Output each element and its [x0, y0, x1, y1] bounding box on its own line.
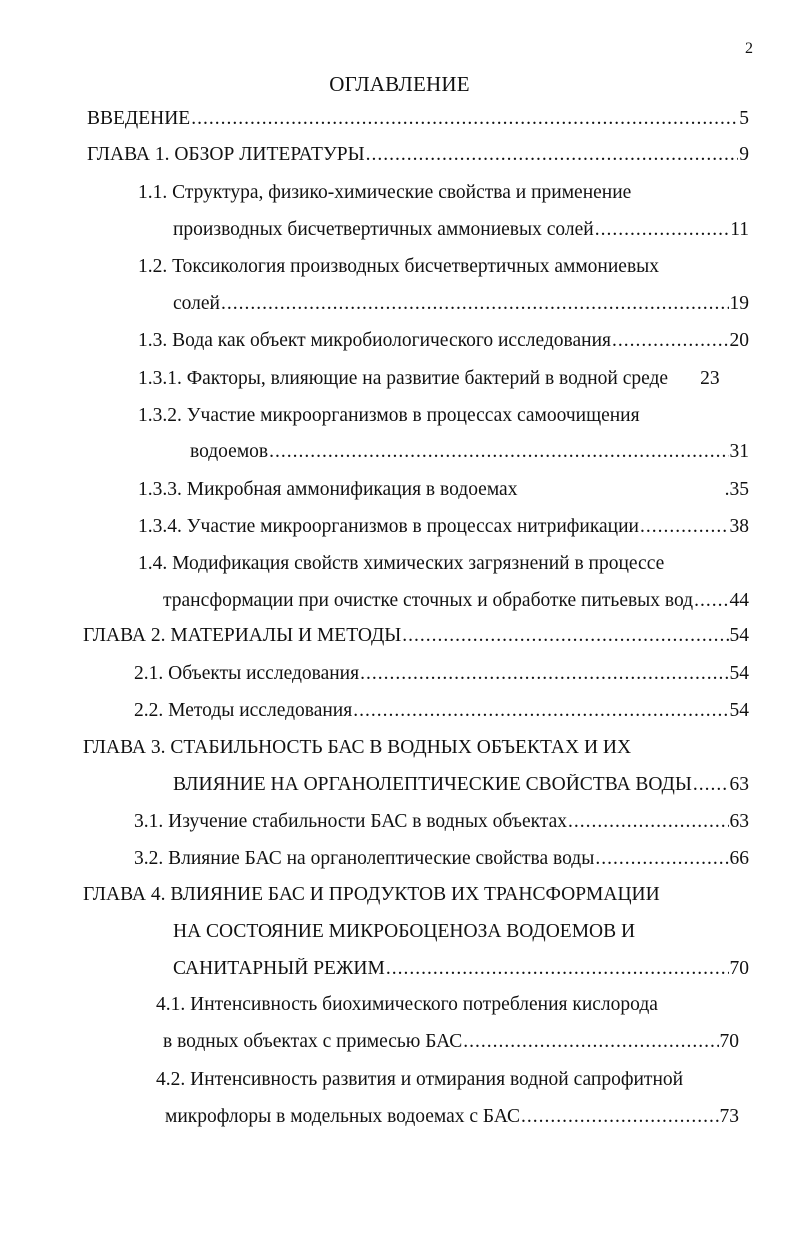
toc-leader: [568, 811, 729, 833]
toc-entry-1-2-line1: 1.2. Токсикология производных бисчетвертичных аммониевых: [138, 256, 659, 277]
toc-entry-text: микрофлоры в модельных водоемах с БАС: [165, 1106, 520, 1127]
toc-entry-1-3-3: [138, 479, 749, 509]
toc-page-number: 73: [719, 1106, 739, 1127]
toc-entry-4-2-line2: [165, 1106, 739, 1136]
toc-leader: [360, 663, 728, 685]
toc-leader: [521, 1106, 719, 1128]
toc-entry-chapter-2: [83, 625, 749, 655]
toc-entry-text: 2.1. Объекты исследования: [134, 663, 360, 684]
toc-entry-1-3-2-line1: 1.3.2. Участие микроорганизмов в процессах самоочищения: [138, 405, 640, 426]
toc-page-number: 63: [729, 811, 749, 832]
toc-entry-text: 1.3.4. Участие микроорганизмов в процессах нитрификации: [138, 516, 639, 537]
toc-entry-1-3: [138, 330, 749, 360]
toc-entry-1-4-line1: 1.4. Модификация свойств химических загрязнений в процессе: [138, 553, 665, 574]
toc-page-number: 54: [729, 625, 749, 646]
toc-leader: [612, 330, 729, 352]
toc-entry-1-3-2-line2: [190, 441, 749, 471]
toc-page-number: 9: [739, 144, 749, 165]
toc-entry-2-1: [134, 663, 749, 693]
toc-entry-2-2: [134, 700, 749, 730]
toc-entry-chapter-3-line2: [173, 774, 749, 804]
toc-page-number: 63: [729, 774, 749, 795]
toc-leader: [353, 700, 728, 722]
toc-entry-text: 1.3.3. Микробная аммонификация в водоемах: [138, 479, 518, 500]
toc-page-number: 23: [700, 368, 720, 389]
toc-leader: [221, 293, 729, 315]
toc-leader: [463, 1031, 718, 1053]
toc-leader: [640, 516, 729, 538]
toc-leader: [402, 625, 728, 647]
toc-entry-text: ГЛАВА 1. ОБЗОР ЛИТЕРАТУРЫ: [87, 144, 365, 165]
toc-entry-text: 3.1. Изучение стабильности БАС в водных объектах: [134, 811, 567, 832]
toc-entry-1-1-line2: [173, 219, 749, 249]
toc-page-number: 31: [729, 441, 749, 462]
toc-leader: [595, 848, 728, 870]
toc-page-number: 66: [729, 848, 749, 869]
toc-entry-4-1-line1: 4.1. Интенсивность биохимического потребления кислорода: [156, 994, 658, 1015]
toc-entry-text: 3.2. Влияние БАС на органолептические свойства воды: [134, 848, 595, 869]
toc-leader: [693, 774, 729, 796]
toc-entry-1-1-line1: 1.1. Структура, физико-химические свойства и применение: [138, 182, 632, 203]
toc-leader: [595, 219, 730, 241]
toc-entry-text: 1.3. Вода как объект микробиологического исследования: [138, 330, 611, 351]
toc-entry-text: ГЛАВА 2. МАТЕРИАЛЫ И МЕТОДЫ: [83, 625, 402, 646]
toc-entry-chapter-4-line3: [173, 958, 749, 988]
toc-entry-intro: [87, 108, 749, 138]
page-number: 2: [745, 40, 753, 57]
toc-page-number: 70: [729, 958, 749, 979]
toc-leader: [366, 144, 739, 166]
toc-leader: [191, 108, 738, 130]
toc-entry-1-4-line2: [163, 590, 749, 620]
toc-entry-3-2: [134, 848, 749, 878]
toc-entry-text: производных бисчетвертичных аммониевых солей: [173, 219, 594, 240]
toc-entry-text: солей: [173, 293, 220, 314]
toc-page-number: 20: [729, 330, 749, 351]
toc-page-number: 5: [739, 108, 749, 129]
toc-entry-1-2-line2: [173, 293, 749, 323]
toc-page-number: 54: [729, 700, 749, 721]
toc-page-number: 11: [730, 219, 749, 240]
toc-entry-text: водоемов: [190, 441, 269, 462]
toc-entry-chapter-4-line2: НА СОСТОЯНИЕ МИКРОБОЦЕНОЗА ВОДОЕМОВ И: [173, 921, 636, 942]
toc-entry-text: САНИТАРНЫЙ РЕЖИМ: [173, 958, 385, 979]
toc-page-number: 44: [729, 590, 749, 611]
toc-entry-text: трансформации при очистке сточных и обработке питьевых вод: [163, 590, 694, 611]
toc-page-number: 70: [719, 1031, 739, 1052]
toc-page-number: .35: [724, 479, 749, 500]
toc-entry-chapter-4-line1: ГЛАВА 4. ВЛИЯНИЕ БАС И ПРОДУКТОВ ИХ ТРАНСФОРМАЦИИ: [83, 884, 660, 905]
toc-entry-text: в водных объектах с примесью БАС: [163, 1031, 463, 1052]
toc-entry-chapter-1: [87, 144, 749, 174]
toc-entry-4-2-line1: 4.2. Интенсивность развития и отмирания водной сапрофитной: [156, 1069, 684, 1090]
toc-entry-1-3-4: [138, 516, 749, 546]
toc-leader: [386, 958, 729, 980]
toc-page-number: 38: [729, 516, 749, 537]
toc-leader: [694, 590, 728, 612]
toc-entry-text: ВЛИЯНИЕ НА ОРГАНОЛЕПТИЧЕСКИЕ СВОЙСТВА ВОДЫ: [173, 774, 692, 795]
page-title: ОГЛАВЛЕНИЕ: [329, 72, 470, 96]
toc-entry-chapter-3-line1: ГЛАВА 3. СТАБИЛЬНОСТЬ БАС В ВОДНЫХ ОБЪЕКТАХ И ИХ: [83, 737, 632, 758]
toc-entry-text: 1.3.1. Факторы, влияющие на развитие бактерий в водной среде: [138, 368, 669, 389]
toc-entry-4-1-line2: [163, 1031, 739, 1061]
toc-entry-text: 2.2. Методы исследования: [134, 700, 353, 721]
toc-page-number: 54: [729, 663, 749, 684]
toc-entry-text: ВВЕДЕНИЕ: [87, 108, 191, 129]
toc-entry-3-1: [134, 811, 749, 841]
toc-leader: [269, 441, 728, 463]
toc-entry-1-3-1: [138, 368, 720, 398]
toc-page-number: 19: [729, 293, 749, 314]
